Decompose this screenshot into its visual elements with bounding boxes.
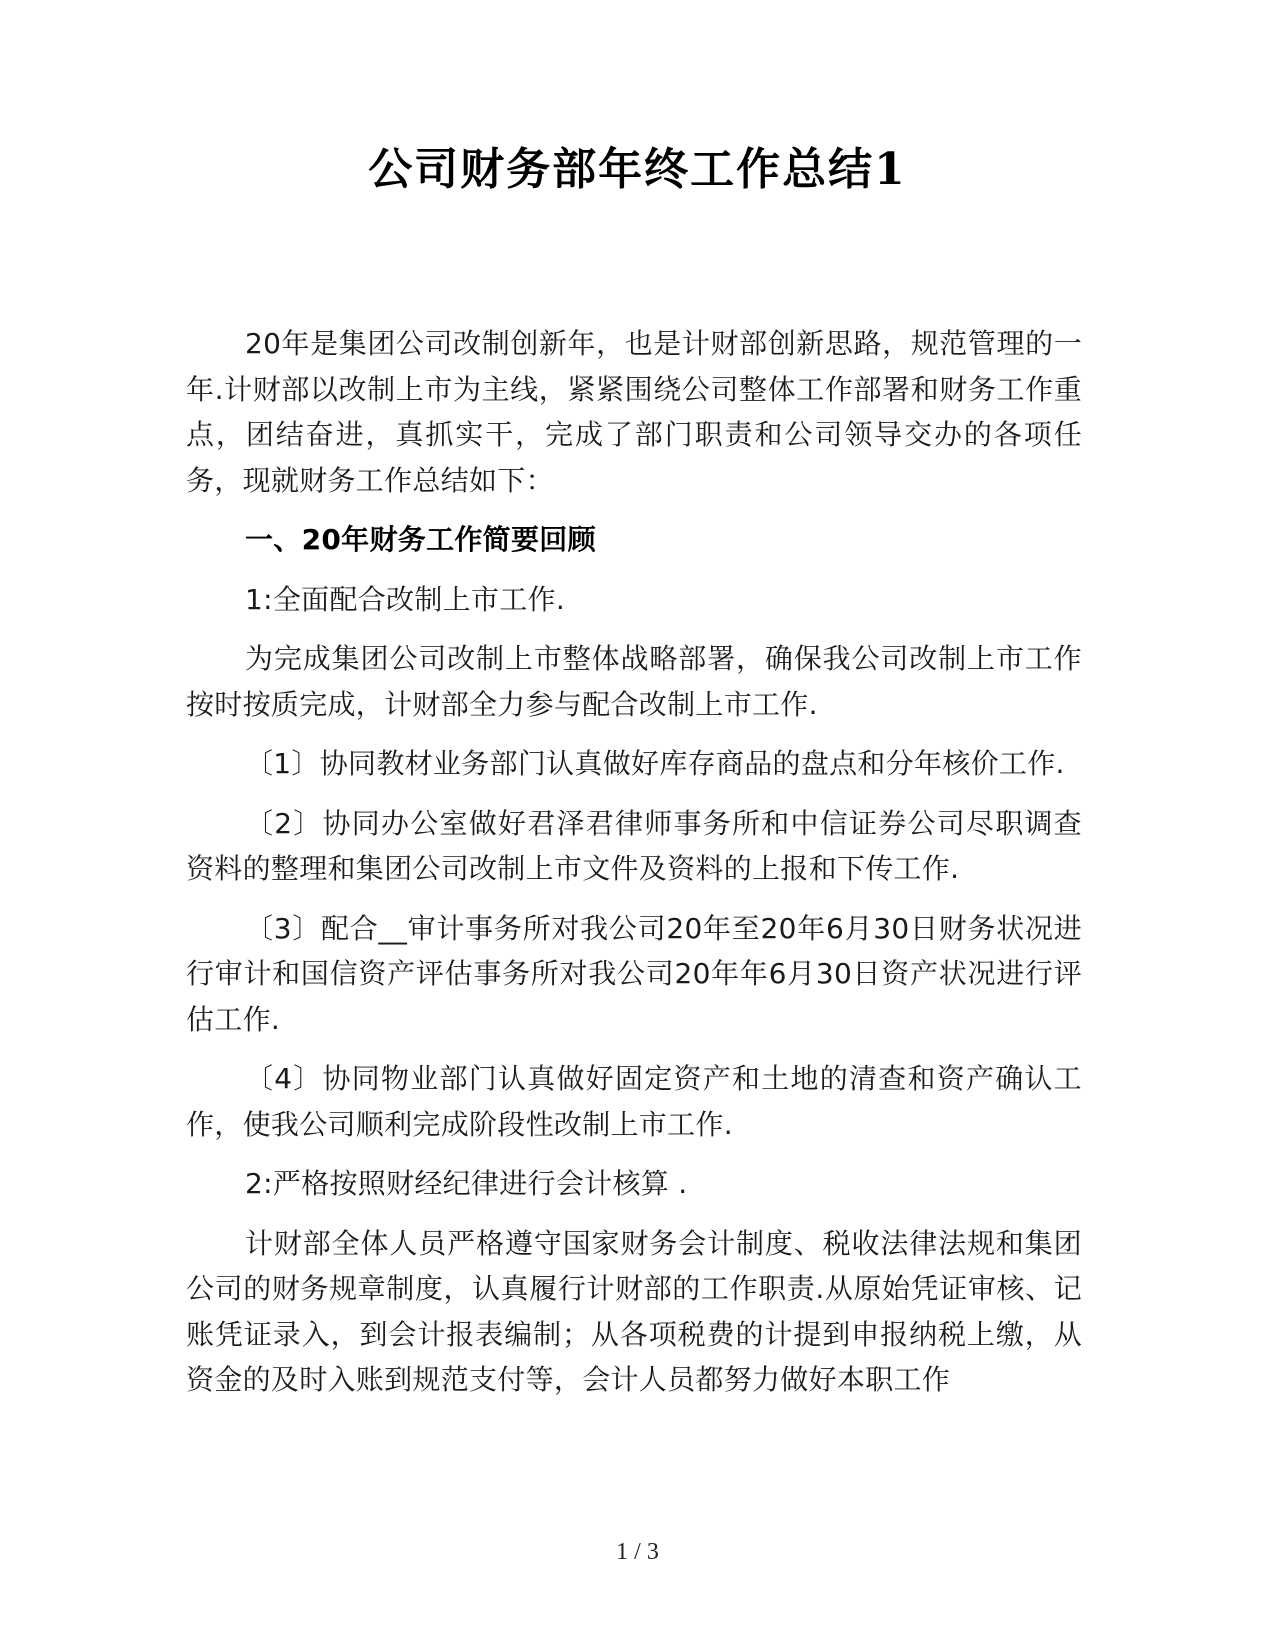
subsection-heading-1: 1:全面配合改制上市工作. [245,582,566,616]
paragraph-subsection-2: 计财部全体人员严格遵守国家财务会计制度、税收法律法规和集团公司的财务规章制度，认真履行计财部的工作职责.从原始凭证审核、记账凭证录入，到会计报表编制；从各项税费的计提到申报纳税上缴，从资金的及时入账到规范支付等，会计人员都努力做好本职工作 [186,1226,1082,1396]
subsection-heading-2: 2:严格按照财经纪律进行会计核算 . [245,1167,688,1200]
paragraph-intro: 20年是集团公司改制创新年，也是计财部创新思路，规范管理的一年.计财部以改制上市为主线，紧紧围绕公司整体工作部署和财务工作重点，团结奋进，真抓实干，完成了部门职责和公司领导交办的各项任务，现就财务工作总结如下： [186,327,1082,497]
list-item-1: 〔1〕协同教材业务部门认真做好库存商品的盘点和分年核价工作. [245,747,1065,780]
list-item-4: 〔4〕协同物业部门认真做好固定资产和土地的清查和资产确认工作，使我公司顺利完成阶段性改制上市工作. [186,1062,1082,1141]
section-heading-1: 一、20年财务工作简要回顾 [245,523,596,556]
paragraph-subsection-1-intro: 为完成集团公司改制上市整体战略部署，确保我公司改制上市工作按时按质完成，计财部全力参与配合改制上市工作. [186,642,1082,721]
list-item-2: 〔2〕协同办公室做好君泽君律师事务所和中信证券公司尽职调查资料的整理和集团公司改制上市文件及资料的上报和下传工作. [186,806,1082,885]
document-body [186,321,1082,1417]
page-number: 1 / 3 [616,1539,659,1565]
list-item-3: 〔3〕配合__审计事务所对我公司20年至20年6月30日财务状况进行审计和国信资产评估事务所对我公司20年年6月30日资产状况进行评估工作. [186,911,1082,1036]
document-title: 公司财务部年终工作总结1 [368,144,907,195]
